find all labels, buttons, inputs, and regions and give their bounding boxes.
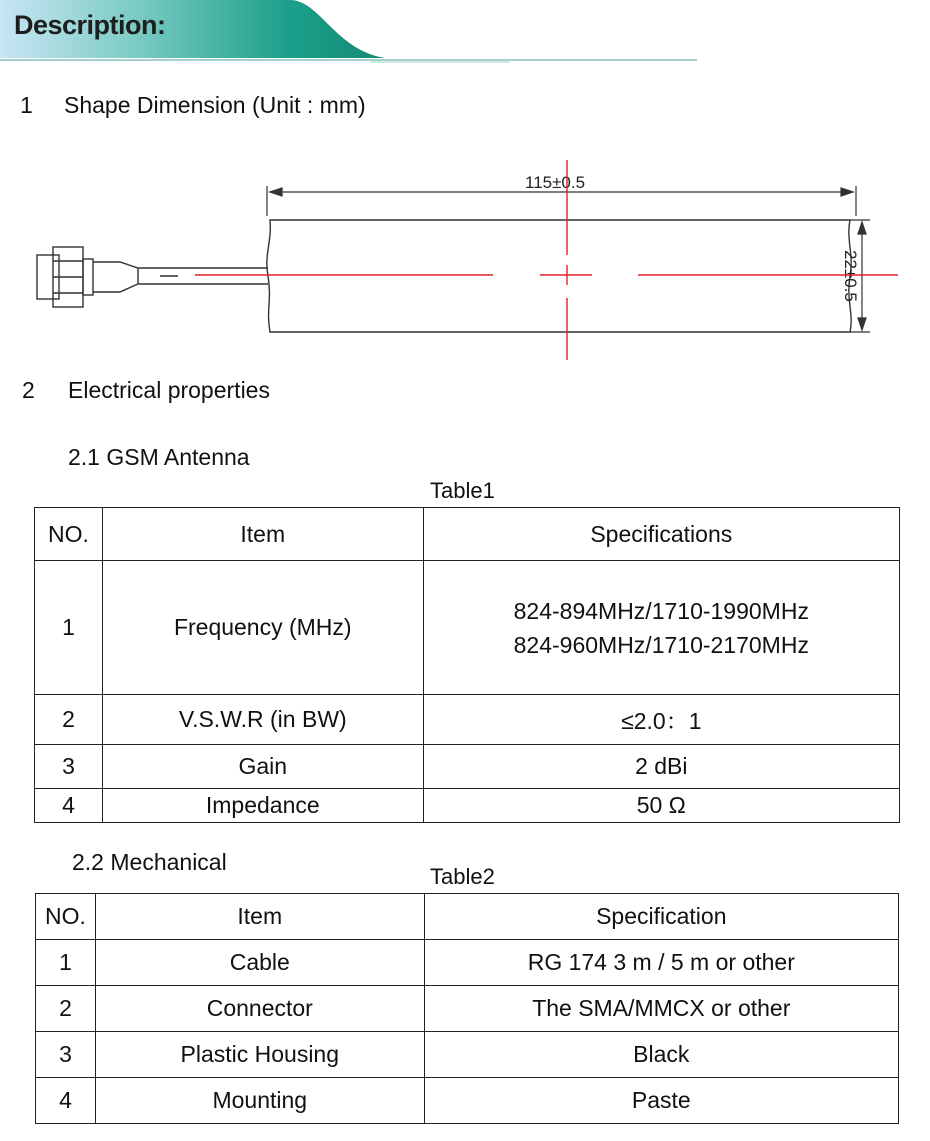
length-label: 115±0.5 xyxy=(525,173,586,192)
frequency-line-1: 824-894MHz/1710-1990MHz xyxy=(513,597,809,624)
table-row xyxy=(36,1078,899,1124)
antenna-dimension-drawing xyxy=(20,150,910,370)
row-item: Impedance xyxy=(102,789,423,823)
row-item: V.S.W.R (in BW) xyxy=(102,695,423,745)
table-row xyxy=(35,695,900,745)
row-spec: Black xyxy=(424,1032,898,1078)
row-no: 3 xyxy=(36,1032,96,1078)
gsm-antenna-heading: 2.1 GSM Antenna xyxy=(68,444,250,470)
row-item: Connector xyxy=(95,986,424,1032)
row-no: 2 xyxy=(35,695,103,745)
row-spec: 2 dBi xyxy=(423,745,899,789)
row-no: 1 xyxy=(35,561,103,695)
row-item: Plastic Housing xyxy=(95,1032,424,1078)
table-header-row xyxy=(36,894,899,940)
row-item: Gain xyxy=(102,745,423,789)
table1-caption: Table1 xyxy=(430,478,495,503)
table-row xyxy=(36,1032,899,1078)
sma-connector xyxy=(37,247,268,307)
table-row xyxy=(36,986,899,1032)
row-item: Cable xyxy=(95,940,424,986)
section2-title: Electrical properties xyxy=(68,377,270,403)
header-specifications: Specifications xyxy=(423,508,899,561)
row-spec: ≤2.0：1 xyxy=(423,695,899,745)
header-item: Item xyxy=(102,508,423,561)
row-spec: Paste xyxy=(424,1078,898,1124)
header-no: NO. xyxy=(36,894,96,940)
diameter-label: 22±0.5 xyxy=(841,250,860,302)
table-row xyxy=(35,745,900,789)
row-no: 3 xyxy=(35,745,103,789)
frequency-line-2: 824-960MHz/1710-2170MHz xyxy=(513,631,809,658)
row-spec: The SMA/MMCX or other xyxy=(424,986,898,1032)
table-header-row xyxy=(35,508,900,561)
banner-title: Description: xyxy=(14,10,166,40)
row-no: 4 xyxy=(36,1078,96,1124)
table2-caption: Table2 xyxy=(430,864,495,889)
mechanical-heading: 2.2 Mechanical xyxy=(72,849,227,875)
row-spec: RG 174 3 m / 5 m or other xyxy=(424,940,898,986)
row-spec xyxy=(423,561,899,695)
header-no: NO. xyxy=(35,508,103,561)
header-item: Item xyxy=(95,894,424,940)
mechanical-table xyxy=(35,893,899,1124)
row-no: 1 xyxy=(36,940,96,986)
table-row xyxy=(36,940,899,986)
table-row xyxy=(35,561,900,695)
antenna-body xyxy=(267,220,851,332)
row-item: Frequency (MHz) xyxy=(102,561,423,695)
section1-number: 1 xyxy=(20,92,33,118)
row-no: 4 xyxy=(35,789,103,823)
row-spec: 50 Ω xyxy=(423,789,899,823)
header-specification: Specification xyxy=(424,894,898,940)
gsm-antenna-table xyxy=(34,507,900,823)
section1-title: Shape Dimension (Unit : mm) xyxy=(64,92,366,118)
section2-number: 2 xyxy=(22,377,35,403)
row-no: 2 xyxy=(36,986,96,1032)
table-row xyxy=(35,789,900,823)
row-item: Mounting xyxy=(95,1078,424,1124)
